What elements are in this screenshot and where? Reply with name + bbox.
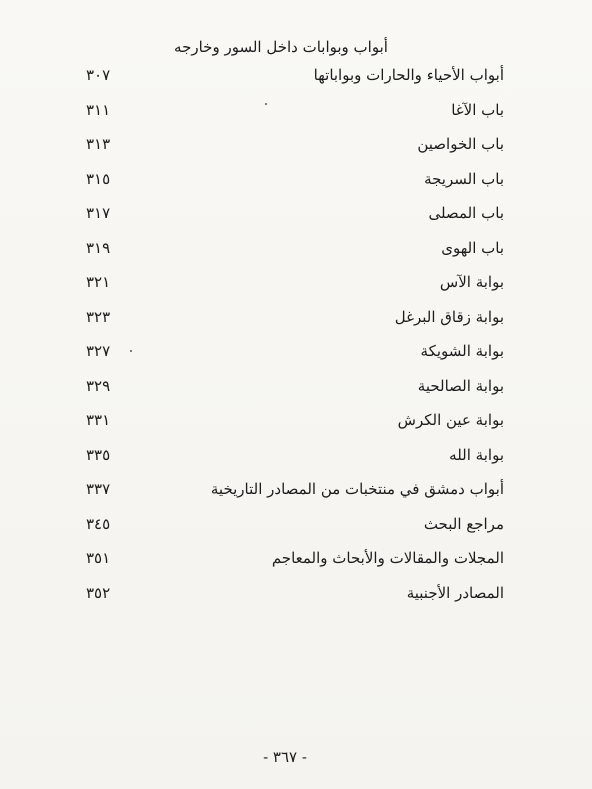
toc-entry-page: ٣٢٣: [86, 307, 111, 326]
toc-entry: [86, 131, 504, 166]
toc-entry: [86, 200, 504, 235]
toc-entry-page: ٣١٣: [86, 135, 111, 153]
toc-entry: [86, 304, 504, 339]
toc-entry-title: بوابة الشويكة: [420, 342, 504, 360]
toc-entry: [86, 373, 504, 408]
toc-entry: [86, 511, 504, 546]
toc-entry: [86, 62, 504, 97]
toc-entry: [86, 545, 504, 580]
toc-entry-title: بوابة زقاق البرغل: [394, 307, 504, 326]
toc-entry-page: ٣١٧: [86, 204, 111, 222]
toc-entry-page: ٣٣١: [86, 411, 111, 429]
toc-entry-page: ٣١٥: [86, 169, 111, 188]
toc-entry-title: بوابة الآس: [439, 273, 504, 291]
toc-entry-title: بوابة عين الكرش: [397, 411, 504, 429]
toc-entry-title: بوابة الصالحية: [417, 376, 504, 395]
toc-entry: [86, 269, 504, 304]
toc-entry-page: ٣٢١: [86, 273, 111, 291]
toc-entry-page: ٣٣٧: [86, 480, 111, 498]
toc-entry-page: ٣٢٩: [86, 376, 111, 395]
toc-entry: [86, 235, 504, 270]
toc-entry-title: باب الهوى: [441, 238, 504, 257]
table-of-contents: [86, 62, 504, 614]
toc-entry-title: مراجع البحث: [423, 514, 504, 533]
toc-entry-title: بوابة الله: [449, 445, 504, 464]
toc-entry-page: ٣٥٢: [86, 583, 111, 602]
toc-entry-page: ٣١٩: [86, 238, 111, 257]
paper-speck: [265, 103, 267, 105]
paper-speck: [130, 350, 132, 352]
toc-entry-page: ٣٠٧: [86, 66, 111, 84]
toc-entry-page: ٣١١: [86, 100, 111, 119]
toc-entry-page: ٣٢٧: [86, 342, 111, 360]
toc-entry-title: المصادر الأجنبية: [406, 583, 504, 602]
toc-entry: [86, 580, 504, 615]
toc-entry-title: أبواب دمشق في منتخبات من المصادر التاريخية: [210, 480, 504, 498]
page-header-title: أبواب وبوابات داخل السور وخارجه: [174, 38, 388, 56]
toc-entry: [86, 166, 504, 201]
toc-entry-page: ٣٤٥: [86, 514, 111, 533]
toc-entry-title: أبواب الأحياء والحارات وبواباتها: [313, 66, 504, 84]
toc-entry: [86, 97, 504, 132]
toc-entry-title: باب المصلى: [428, 204, 504, 222]
toc-entry-title: باب الآغا: [451, 100, 504, 119]
footer-page-number: - ٣٦٧ -: [263, 748, 307, 766]
toc-entry-title: المجلات والمقالات والأبحاث والمعاجم: [271, 549, 504, 567]
toc-entry-page: ٣٥١: [86, 549, 111, 567]
toc-entry: [86, 407, 504, 442]
toc-entry: [86, 442, 504, 477]
toc-entry: [86, 338, 504, 373]
toc-entry-title: باب السريجة: [424, 169, 504, 188]
toc-entry: [86, 476, 504, 511]
toc-entry-title: باب الخواصين: [417, 135, 504, 153]
toc-entry-page: ٣٣٥: [86, 445, 111, 464]
